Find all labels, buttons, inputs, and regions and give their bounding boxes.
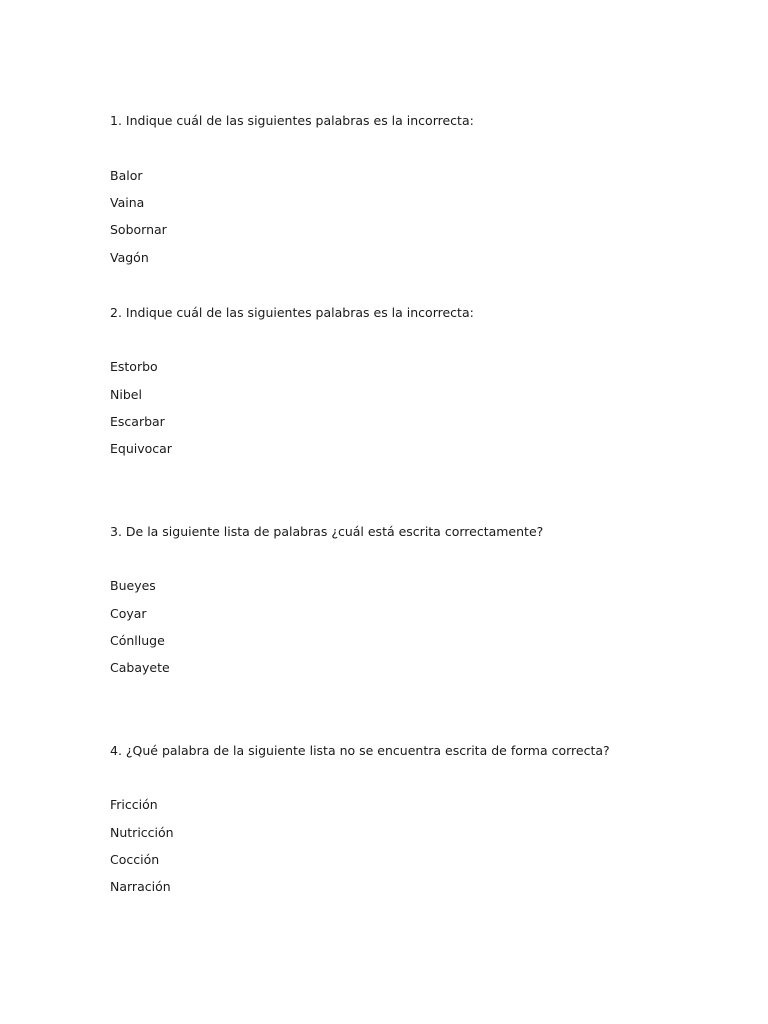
question-4-option-1: Fricción bbox=[110, 797, 158, 812]
question-4-option-4: Narración bbox=[110, 879, 171, 894]
question-1-prompt: 1. Indique cuál de las siguientes palabras es la incorrecta: bbox=[110, 113, 474, 128]
question-3-option-1: Bueyes bbox=[110, 578, 156, 593]
question-2-option-4: Equivocar bbox=[110, 441, 172, 456]
question-3-option-2: Coyar bbox=[110, 606, 147, 621]
question-2-option-3: Escarbar bbox=[110, 414, 165, 429]
question-3-option-3: Cónlluge bbox=[110, 633, 165, 648]
question-1-option-1: Balor bbox=[110, 168, 143, 183]
question-2-prompt: 2. Indique cuál de las siguientes palabras es la incorrecta: bbox=[110, 305, 474, 320]
question-4-option-2: Nutricción bbox=[110, 825, 174, 840]
question-2-option-1: Estorbo bbox=[110, 359, 158, 374]
question-3-prompt: 3. De la siguiente lista de palabras ¿cuál está escrita correctamente? bbox=[110, 524, 544, 539]
question-1-option-2: Vaina bbox=[110, 195, 145, 210]
question-4-option-3: Cocción bbox=[110, 852, 160, 867]
question-2-option-2: Nibel bbox=[110, 387, 142, 402]
question-1-option-4: Vagón bbox=[110, 250, 149, 265]
question-1-option-3: Sobornar bbox=[110, 222, 167, 237]
question-4-prompt: 4. ¿Qué palabra de la siguiente lista no se encuentra escrita de forma correcta? bbox=[110, 743, 610, 758]
question-3-option-4: Cabayete bbox=[110, 660, 170, 675]
